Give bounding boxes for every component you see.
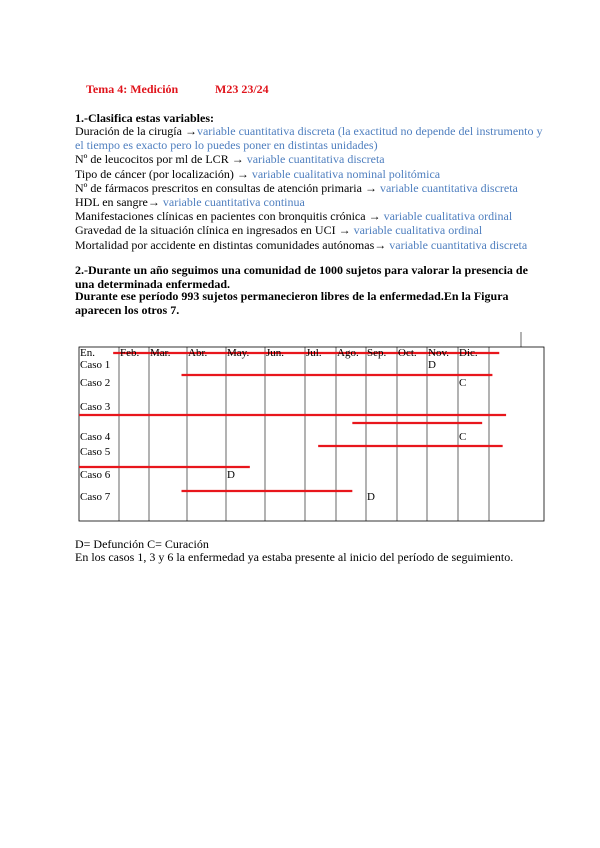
q1-item-answer: variable cuantitativa discreta — [386, 237, 528, 252]
q1-item-label: Nº de fármacos prescritos en consultas de atención primaria — [75, 180, 365, 195]
case-label: Caso 6 — [80, 469, 111, 481]
q1-item-label: Gravedad de la situación clínica en ingresados en UCI — [75, 223, 339, 238]
arrow-icon: → — [364, 180, 377, 195]
q1-item-answer: variable cuantitativa continua — [159, 195, 305, 209]
month-label: Nov. — [428, 347, 449, 359]
q1-item-label: Manifestaciones clínicas en pacientes con bronquitis crónica — [75, 209, 369, 224]
q1-item-answer: variable cuantitativa discreta (la exactitud no depende del instrumento y — [196, 124, 543, 138]
arrow-icon: → — [374, 237, 387, 252]
q1-heading: 1.-Clasifica estas variables: — [75, 111, 214, 125]
month-label: Feb. — [120, 347, 140, 359]
month-label: En. — [80, 347, 95, 359]
outcome-marker: D — [428, 359, 436, 371]
case-label: Caso 5 — [80, 446, 111, 458]
case-label: Caso 2 — [80, 377, 111, 389]
outcome-marker: D — [367, 491, 375, 503]
arrow-icon: → — [236, 166, 249, 181]
outcome-marker: C — [459, 431, 467, 443]
outcome-marker: D — [227, 469, 235, 481]
arrow-icon: → — [231, 152, 244, 167]
case-label: Caso 3 — [80, 401, 111, 413]
q1-item-answer: variable cualitativa ordinal — [380, 209, 513, 224]
outcome-marker: C — [459, 377, 467, 389]
q1-item-answer: variable cuantitativa discreta — [243, 152, 385, 167]
course-code: M23 23/24 — [215, 82, 269, 96]
legend-codes: D= Defunción C= Curación — [75, 537, 209, 551]
q1-item-label: HDL en sangre — [75, 195, 148, 209]
month-label: Sep. — [367, 347, 387, 359]
q1-item-answer: variable cualitativa ordinal — [350, 223, 483, 238]
q1-item-answer: variable cuantitativa discreta — [376, 180, 518, 195]
month-label: Dic. — [459, 347, 478, 359]
q2-line-3: Durante ese período 993 sujetos permanecieron libres de la enfermedad.En la Figura — [75, 289, 509, 303]
month-label: Abr. — [188, 347, 208, 359]
arrow-icon: → — [368, 209, 381, 224]
month-label: May. — [227, 347, 250, 359]
arrow-icon: → — [184, 124, 197, 138]
month-label: Jul. — [306, 347, 322, 359]
q2-line-2: una determinada enfermedad. — [75, 277, 230, 291]
month-label: Oct. — [398, 347, 417, 359]
topic-title: Tema 4: Medición — [86, 82, 179, 96]
month-label: Ago. — [337, 347, 359, 359]
arrow-icon: → — [338, 223, 351, 238]
case-label: Caso 1 — [80, 359, 111, 371]
q1-item-label: Duración de la cirugía — [75, 124, 185, 138]
month-label: Jun. — [266, 347, 285, 359]
legend-note: En los casos 1, 3 y 6 la enfermedad ya estaba presente al inicio del período de seguimiento. — [75, 550, 514, 564]
q2-line-1: 2.-Durante un año seguimos una comunidad de 1000 sujetos para valorar la presencia de — [75, 263, 528, 277]
q1-item-answer-cont: el tiempo es exacto pero lo puedes poner en distintas unidades) — [75, 138, 378, 153]
month-label: Mar. — [150, 347, 171, 359]
q1-item-answer: variable cualitativa nominal politómica — [248, 166, 441, 181]
q1-item-label: Tipo de cáncer (por localización) — [75, 166, 237, 181]
arrow-icon: → — [147, 195, 160, 209]
q1-item-label: Nº de leucocitos por ml de LCR — [75, 152, 232, 167]
case-label: Caso 4 — [80, 431, 111, 443]
case-label: Caso 7 — [80, 491, 111, 503]
q2-line-4: aparecen los otros 7. — [75, 303, 180, 317]
q1-item-label: Mortalidad por accidente en distintas comunidades autónomas — [75, 237, 375, 252]
